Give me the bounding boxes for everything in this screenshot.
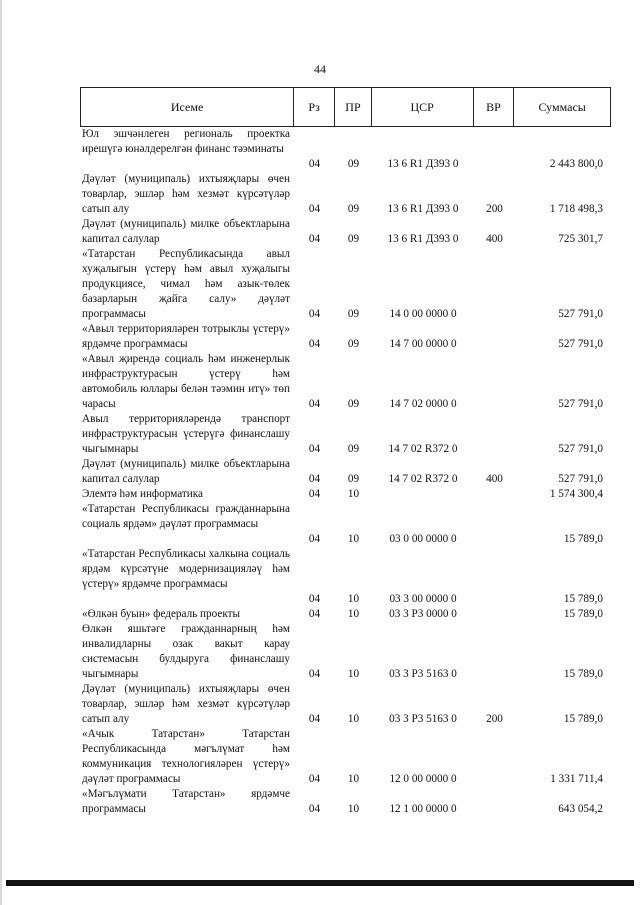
row-name: Юл эшчәнлеген региональ проектка ирешүгә юнәлдерелгән финанс тәэминаты — [82, 128, 290, 155]
row-sum: 643 054,2 — [558, 803, 603, 815]
row-csr: 03 0 00 0000 0 — [389, 533, 457, 545]
row-name: Дәүләт (муниципаль) ихтыяҗлары өчен товарлар, эшләр һәм хезмәт күрсәтүләр сатып алу — [82, 683, 290, 725]
row-vr: 200 — [486, 713, 503, 725]
row-vr: 400 — [486, 473, 503, 485]
table-row — [80, 607, 611, 622]
row-rz: 04 — [308, 443, 321, 455]
row-csr: 14 7 00 0000 0 — [389, 338, 457, 350]
row-rz: 04 — [308, 773, 321, 785]
row-name: «Мәгълүмати Татарстан» ярдәмче программасы — [82, 788, 290, 815]
row-csr: 14 7 02 0000 0 — [389, 398, 457, 410]
row-csr: 12 0 00 0000 0 — [389, 773, 457, 785]
row-sum: 1 718 498,3 — [549, 203, 603, 215]
row-sum: 527 791,0 — [558, 338, 603, 350]
table-row — [80, 217, 611, 247]
budget-table — [80, 127, 611, 817]
row-rz: 04 — [308, 308, 321, 320]
row-name: Өлкән яшьтәге гражданнарның һәм инвалидларны озак вакыт карау системасын булдыруга финанслашу чыгымнары — [82, 623, 290, 680]
row-sum: 725 301,7 — [558, 233, 603, 245]
row-rz: 04 — [308, 338, 321, 350]
row-sum: 15 789,0 — [563, 668, 603, 680]
row-rz: 04 — [308, 713, 321, 725]
row-sum: 15 789,0 — [563, 593, 603, 605]
row-vr: 200 — [486, 203, 503, 215]
row-sum: 527 791,0 — [558, 443, 603, 455]
table-row — [80, 172, 611, 217]
row-pr: 09 — [347, 308, 360, 320]
row-sum: 1 574 300,4 — [549, 488, 603, 500]
row-rz: 04 — [308, 158, 321, 170]
row-name: Дәүләт (муниципаль) милке объектларына капитал салулар — [82, 218, 290, 245]
table-header — [80, 87, 611, 127]
row-rz: 04 — [308, 608, 321, 620]
table-row — [80, 352, 611, 412]
row-sum: 15 789,0 — [563, 533, 603, 545]
table-row — [80, 622, 611, 682]
row-name: «Авыл территорияләрен тотрыклы үстерү» ярдәмче программасы — [82, 323, 290, 350]
row-name: «Татарстан Республикасында авыл хуҗалыгын үстерү һәм авыл хуҗалыгы продукциясе, чимал һәм азык-төлек базарларын җайга салу» дәүләт программасы — [82, 248, 290, 320]
row-pr: 09 — [347, 398, 360, 410]
row-sum: 527 791,0 — [558, 398, 603, 410]
row-rz: 04 — [308, 488, 321, 500]
row-pr: 09 — [347, 233, 360, 245]
row-sum: 2 443 800,0 — [549, 158, 603, 170]
row-csr: 03 3 P3 5163 0 — [389, 713, 457, 725]
row-pr: 10 — [347, 803, 360, 815]
row-pr: 10 — [347, 608, 360, 620]
row-pr: 10 — [347, 533, 360, 545]
table-row — [80, 787, 611, 817]
row-name: Дәүләт (муниципаль) милке объектларына капитал салулар — [82, 458, 290, 485]
table-row — [80, 487, 611, 502]
row-csr: 13 6 R1 Д393 0 — [387, 233, 459, 245]
row-pr: 10 — [347, 593, 360, 605]
row-name: «Өлкән буын» федераль проекты — [82, 608, 241, 620]
table-row — [80, 727, 611, 787]
table-row — [80, 247, 611, 322]
row-pr: 09 — [347, 473, 360, 485]
page-number: 44 — [314, 62, 326, 76]
header-csr: ЦСР — [372, 88, 474, 126]
row-pr: 09 — [347, 158, 360, 170]
row-name: Элемтә һәм информатика — [82, 488, 203, 500]
row-vr: 400 — [486, 233, 503, 245]
row-name: Дәүләт (муниципаль) ихтыяҗлары өчен товарлар, эшләр һәм хезмәт күрсәтүләр сатып алу — [82, 173, 290, 215]
row-name: «Ачык Татарстан» Татарстан Республикасында мәгълүмат һәм коммуникация технологияләрен үстерү» дәүләт программасы — [82, 728, 290, 785]
table-row — [80, 457, 611, 487]
row-sum: 15 789,0 — [563, 608, 603, 620]
header-rz: Рз — [294, 88, 335, 126]
scan-bottom-bar — [6, 880, 634, 886]
row-name: Авыл территорияләрендә транспорт инфраструктурасын үстерүгә финанслашу чыгымнары — [82, 413, 290, 455]
row-pr: 09 — [347, 203, 360, 215]
row-rz: 04 — [308, 233, 321, 245]
row-rz: 04 — [308, 203, 321, 215]
header-name: Исеме — [81, 88, 294, 126]
row-pr: 10 — [347, 488, 360, 500]
row-csr: 13 6 R1 Д393 0 — [387, 203, 459, 215]
header-sum: Суммасы — [538, 99, 586, 114]
row-csr: 14 0 00 0000 0 — [389, 308, 457, 320]
row-rz: 04 — [308, 533, 321, 545]
row-pr: 10 — [347, 773, 360, 785]
row-csr: 03 3 P3 5163 0 — [389, 668, 457, 680]
row-sum: 15 789,0 — [563, 713, 603, 725]
row-csr: 03 3 P3 0000 0 — [389, 608, 457, 620]
row-name: «Татарстан Республикасы халкына социаль ярдәм күрсәтүне модернизацияләү һәм үстерү» ярдәмче программасы — [82, 548, 290, 590]
table-row — [80, 682, 611, 727]
row-csr: 14 7 02 R372 0 — [388, 473, 458, 485]
row-rz: 04 — [308, 803, 321, 815]
row-name: «Авыл җирендә социаль һәм инженерлык инфраструктурасын үстерү һәм автомобиль юллары белән тәэмин итү» төп чарасы — [82, 353, 290, 410]
row-rz: 04 — [308, 398, 321, 410]
row-rz: 04 — [308, 473, 321, 485]
row-pr: 10 — [347, 668, 360, 680]
row-pr: 09 — [347, 338, 360, 350]
table-row — [80, 322, 611, 352]
header-vr: ВР — [474, 88, 515, 126]
scan-edge — [0, 0, 2, 905]
row-csr: 03 3 00 0000 0 — [389, 593, 457, 605]
row-csr: 14 7 02 R372 0 — [388, 443, 458, 455]
row-csr: 13 6 R1 Д393 0 — [387, 158, 459, 170]
table-row — [80, 547, 611, 607]
header-pr: ПР — [335, 88, 372, 126]
row-sum: 527 791,0 — [558, 473, 603, 485]
row-pr: 10 — [347, 713, 360, 725]
table-row — [80, 502, 611, 547]
table-row — [80, 127, 611, 172]
row-name: «Татарстан Республикасы гражданнарына социаль ярдәм» дәүләт программасы — [82, 503, 290, 530]
row-pr: 09 — [347, 443, 360, 455]
row-csr: 12 1 00 0000 0 — [389, 803, 457, 815]
row-rz: 04 — [308, 668, 321, 680]
row-sum: 527 791,0 — [558, 308, 603, 320]
table-row — [80, 412, 611, 457]
row-sum: 1 331 711,4 — [550, 773, 603, 785]
row-rz: 04 — [308, 593, 321, 605]
